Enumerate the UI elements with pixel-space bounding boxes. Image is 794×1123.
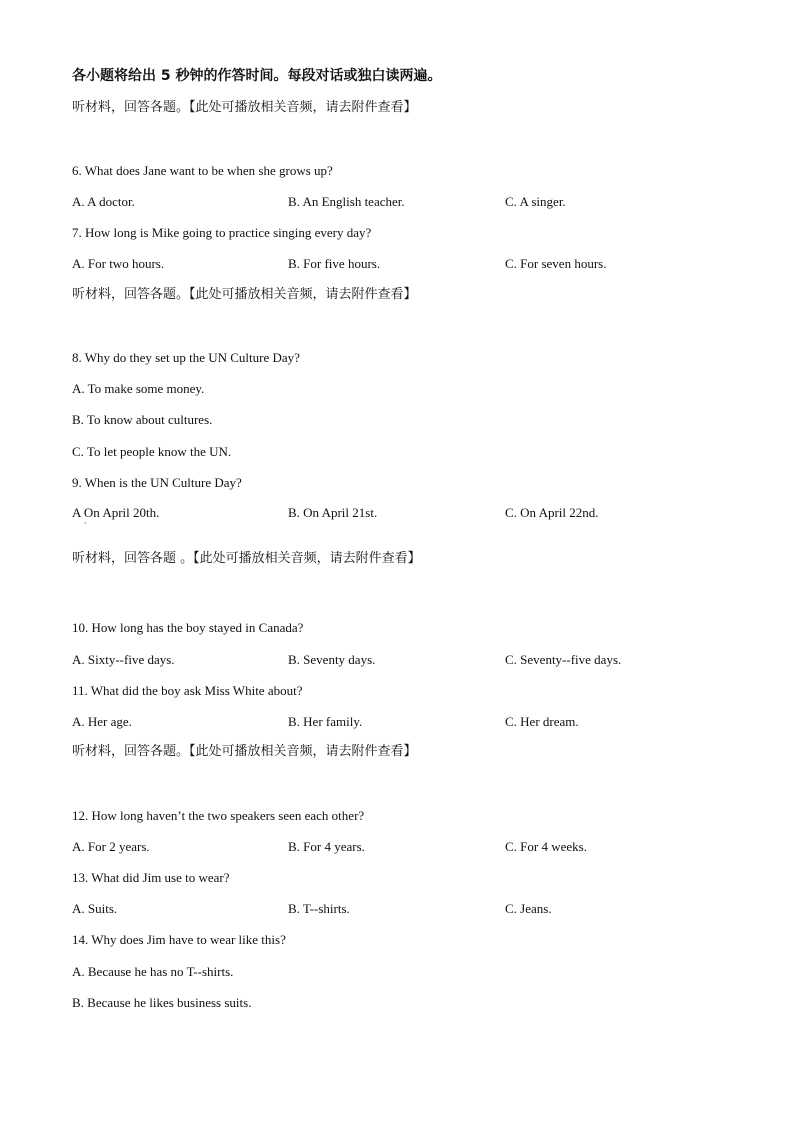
option-a: A. For 2 years.: [72, 839, 150, 854]
option-b: B. On April 21st.: [288, 505, 378, 520]
stray-dot: ·: [84, 519, 87, 528]
option-a: A. Because he has no T--shirts.: [72, 964, 234, 979]
option-c: C. For 4 weeks.: [505, 839, 587, 854]
option-c: C. Seventy--five days.: [505, 652, 622, 667]
question-6: 6. What does Jane want to be when she grows up?: [72, 163, 333, 178]
option-a: A. Sixty--five days.: [72, 652, 175, 667]
option-b: B. For five hours.: [288, 256, 381, 271]
question-11: 11. What did the boy ask Miss White about?: [72, 683, 303, 698]
option-c: C. For seven hours.: [505, 256, 607, 271]
question-6-options: [72, 194, 732, 210]
option-a: A. Suits.: [72, 901, 118, 916]
option-c: C. On April 22nd.: [505, 505, 599, 520]
option-c: C. A singer.: [505, 194, 566, 209]
option-a: A On April 20th.: [72, 505, 160, 520]
option-b: B. T--shirts.: [288, 901, 350, 916]
option-a: A. A doctor.: [72, 194, 135, 209]
option-c: C. Her dream.: [505, 714, 579, 729]
question-7-options: [72, 256, 732, 272]
question-7: 7. How long is Mike going to practice singing every day?: [72, 225, 372, 240]
option-b: B. Her family.: [288, 714, 363, 729]
listening-prompt: 听材料，回答各题。【此处可播放相关音频，请去附件查看】: [72, 744, 417, 759]
question-9: 9. When is the UN Culture Day?: [72, 475, 242, 490]
question-11-options: [72, 714, 732, 730]
question-12: 12. How long haven’t the two speakers seen each other?: [72, 808, 365, 823]
option-c: C. To let people know the UN.: [72, 444, 232, 459]
option-a: A. To make some money.: [72, 381, 205, 396]
question-10: 10. How long has the boy stayed in Canada?: [72, 620, 304, 635]
question-10-options: [72, 652, 732, 668]
option-a: A. For two hours.: [72, 256, 165, 271]
option-b: B. For 4 years.: [288, 839, 365, 854]
question-12-options: [72, 839, 732, 855]
option-b: B. An English teacher.: [288, 194, 405, 209]
question-8: 8. Why do they set up the UN Culture Day?: [72, 350, 300, 365]
option-b: B. To know about cultures.: [72, 412, 213, 427]
option-a: A. Her age.: [72, 714, 132, 729]
listening-prompt: 听材料，回答各题 。【此处可播放相关音频，请去附件查看】: [72, 551, 421, 566]
option-b: B. Because he likes business suits.: [72, 995, 252, 1010]
option-b: B. Seventy days.: [288, 652, 376, 667]
question-13-options: [72, 901, 732, 917]
question-13: 13. What did Jim use to wear?: [72, 870, 230, 885]
question-14: 14. Why does Jim have to wear like this?: [72, 932, 286, 947]
listening-prompt: 听材料，回答各题。【此处可播放相关音频，请去附件查看】: [72, 287, 417, 302]
question-9-options: [72, 505, 732, 521]
option-c: C. Jeans.: [505, 901, 552, 916]
section-instruction: 各小题将给出 5 秒钟的作答时间。每段对话或独白读两遍。: [72, 68, 442, 84]
listening-prompt: 听材料，回答各题。【此处可播放相关音频，请去附件查看】: [72, 100, 417, 115]
